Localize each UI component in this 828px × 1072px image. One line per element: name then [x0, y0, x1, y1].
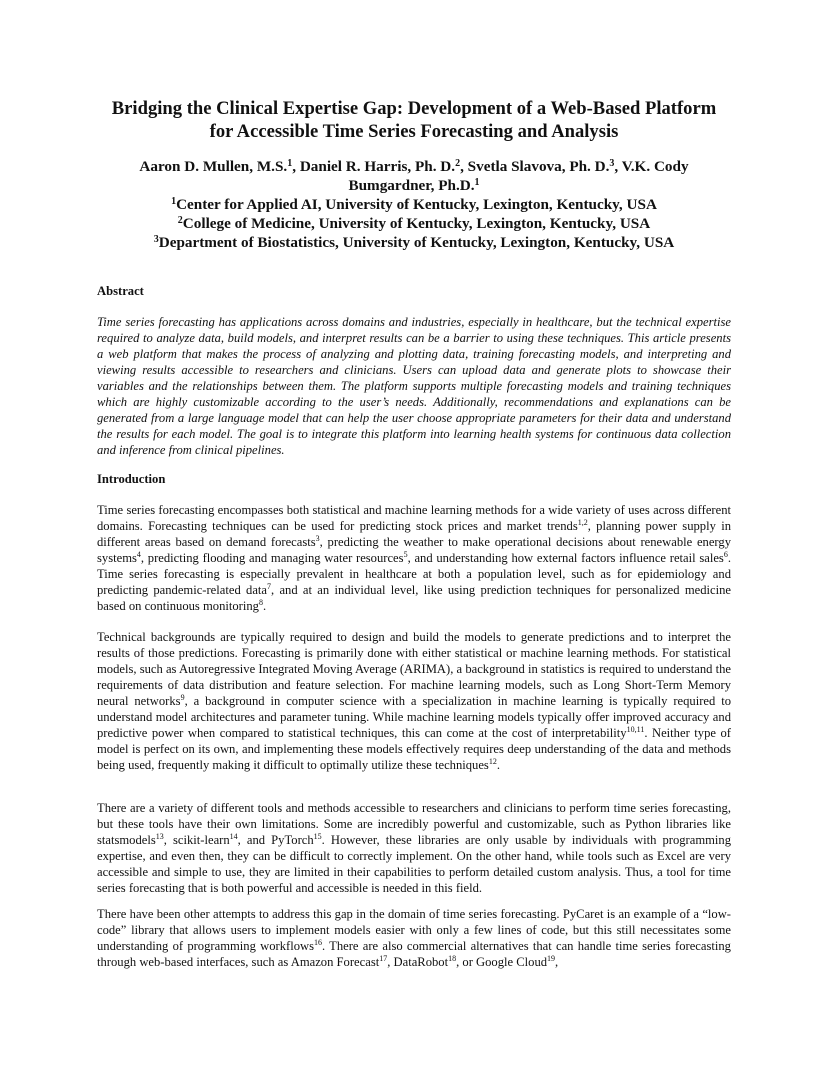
citation-marker: 13 — [155, 832, 164, 841]
citation-marker: 1,2 — [577, 518, 588, 527]
citation-marker: 15 — [313, 832, 322, 841]
author-name: Aaron D. Mullen, M.S. — [139, 158, 288, 175]
citation-marker: 19 — [547, 954, 556, 963]
introduction-heading: Introduction — [97, 472, 166, 486]
intro-paragraph-1: Time series forecasting encompasses both statistical and machine learning methods for a wide variety of uses across different domains. Forecasting techniques can be used for predicting stock prices and market trends$^{1,2}$, planning power supply in different areas based on demand forecasts$^3$, predicting the weather to make operational decisions about renewable energy systems$^4$, predicting flooding and managing water resources$^5$, and understanding how external factors influence retail sales$^6$. Time series forecasting is especially prevalent in healthcare at both a population level, such as for epidemiology and predicting pandemic-related data$^7$, and at an individual level, like using prediction techniques for personalized medicine based on continuous monitoring$^8$. — [97, 503, 731, 613]
author-name: Svetla Slavova, Ph. D. — [467, 158, 610, 175]
title-line-2: for Accessible Time Series Forecasting and Analysis — [209, 121, 619, 142]
citation-marker: 5 — [403, 550, 408, 559]
affiliation-marker: 1 — [287, 158, 293, 169]
affiliation: $^3$Department of Biostatistics, University of Kentucky, Lexington, Kentucky, USA — [153, 234, 675, 251]
citation-marker: 14 — [229, 832, 238, 841]
citation-marker: 18 — [448, 954, 457, 963]
author-block — [97, 157, 731, 252]
citation-marker: 16 — [313, 938, 322, 947]
citation-marker: 17 — [379, 954, 388, 963]
affiliation-marker: 2 — [455, 158, 461, 169]
citation-marker: 3 — [315, 534, 320, 543]
citation-marker: 9 — [180, 693, 185, 702]
citation-marker: 6 — [723, 550, 728, 559]
abstract-text: Time series forecasting has applications across domains and industries, especially in healthcare, but the technical expertise required to analyze data, build models, and interpret results can be a barrier to using these techniques. This article presents a web platform that makes the process of analyzing and plotting data, training forecasting models, and interpreting and viewing results accessible to researchers and clinicians. Users can upload data and generate plots to showcase their variables and the relationships between them. The platform supports multiple forecasting models and training techniques which are highly customizable according to the user’s needs. Additionally, recommendations and explanations can be generated from a large language model that can help the user choose appropriate parameters for their data and understand the results for each model. The goal is to integrate this platform into learning health systems for continuous data collection and inference from clinical pipelines. — [97, 315, 731, 457]
intro-paragraph-4: There have been other attempts to address this gap in the domain of time series forecasting. PyCaret is an example of a “low-code” library that allows users to implement models easier with only a few lines of code, but this still necessitates some understanding of programming workflows$^{16}$. There are also commercial alternatives that can handle time series forecasting through web-based interfaces, such as Amazon Forecast$^{17}$, DataRobot$^{18}$, or Google Cloud$^{19}$, — [97, 907, 731, 969]
citation-marker: 8 — [258, 598, 263, 607]
affiliation-list — [97, 195, 731, 252]
abstract-heading: Abstract — [97, 284, 144, 298]
intro-paragraph-2: Technical backgrounds are typically required to design and build the models to generate predictions and to interpret the results of those predictions. Forecasting is primarily done with either statistical or machine learning methods. For statistical models, such as Autoregressive Integrated Moving Average (ARIMA), a background in statistics is required to understand the requirements of data distribution and feature selection. For machine learning models, such as Long Short-Term Memory neural networks$^9$, a background in computer science with a specialization in machine learning is typically required to understand model architectures and parameter tuning. While machine learning models typically offer improved accuracy and predictive power when compared to statistical techniques, this can come at the cost of interpretability$^{10,11}$. Neither type of model is perfect on its own, and implementing these models effectively requires deep understanding of the data and methods being used, frequently making it difficult to optimally utilize these techniques$^{12}$. — [97, 630, 731, 772]
affiliation: $^2$College of Medicine, University of Kentucky, Lexington, Kentucky, USA — [177, 215, 651, 232]
author-name: Daniel R. Harris, Ph. D. — [299, 158, 456, 175]
citation-marker: 7 — [267, 582, 272, 591]
affiliation-marker: 1 — [474, 177, 480, 188]
citation-marker: 10,11 — [626, 725, 645, 734]
citation-marker: 4 — [136, 550, 141, 559]
author-list: Aaron D. Mullen, M.S.$^1$, Daniel R. Harris, Ph. D.$^2$, Svetla Slavova, Ph. D.$^3$, V.K. Cody Bumgardner, Ph.D.$^1$ — [139, 158, 689, 194]
paper-title — [97, 97, 731, 143]
intro-paragraph-3: There are a variety of different tools and methods accessible to researchers and clinicians to perform time series forecasting, but these tools have their own limitations. Some are incredibly powerful and customizable, such as Python libraries like statsmodels$^{13}$, scikit-learn$^{14}$, and PyTorch$^{15}$. However, these libraries are only usable by individuals with programming expertise, and even then, they can be difficult to correctly implement. On the other hand, while tools such as Excel are very accessible and simple to use, they are limited in their capabilities to perform detailed custom analysis. Thus, a tool for time series forecasting that is both powerful and accessible is needed in this field. — [97, 801, 732, 895]
citation-marker: 12 — [488, 757, 497, 766]
affiliation: $^1$Center for Applied AI, University of Kentucky, Lexington, Kentucky, USA — [171, 196, 657, 213]
author-name: V.K. Cody Bumgardner, Ph.D. — [348, 158, 689, 194]
affiliation-marker: 3 — [609, 158, 615, 169]
title-line-1: Bridging the Clinical Expertise Gap: Development of a Web-Based Platform — [111, 98, 717, 119]
